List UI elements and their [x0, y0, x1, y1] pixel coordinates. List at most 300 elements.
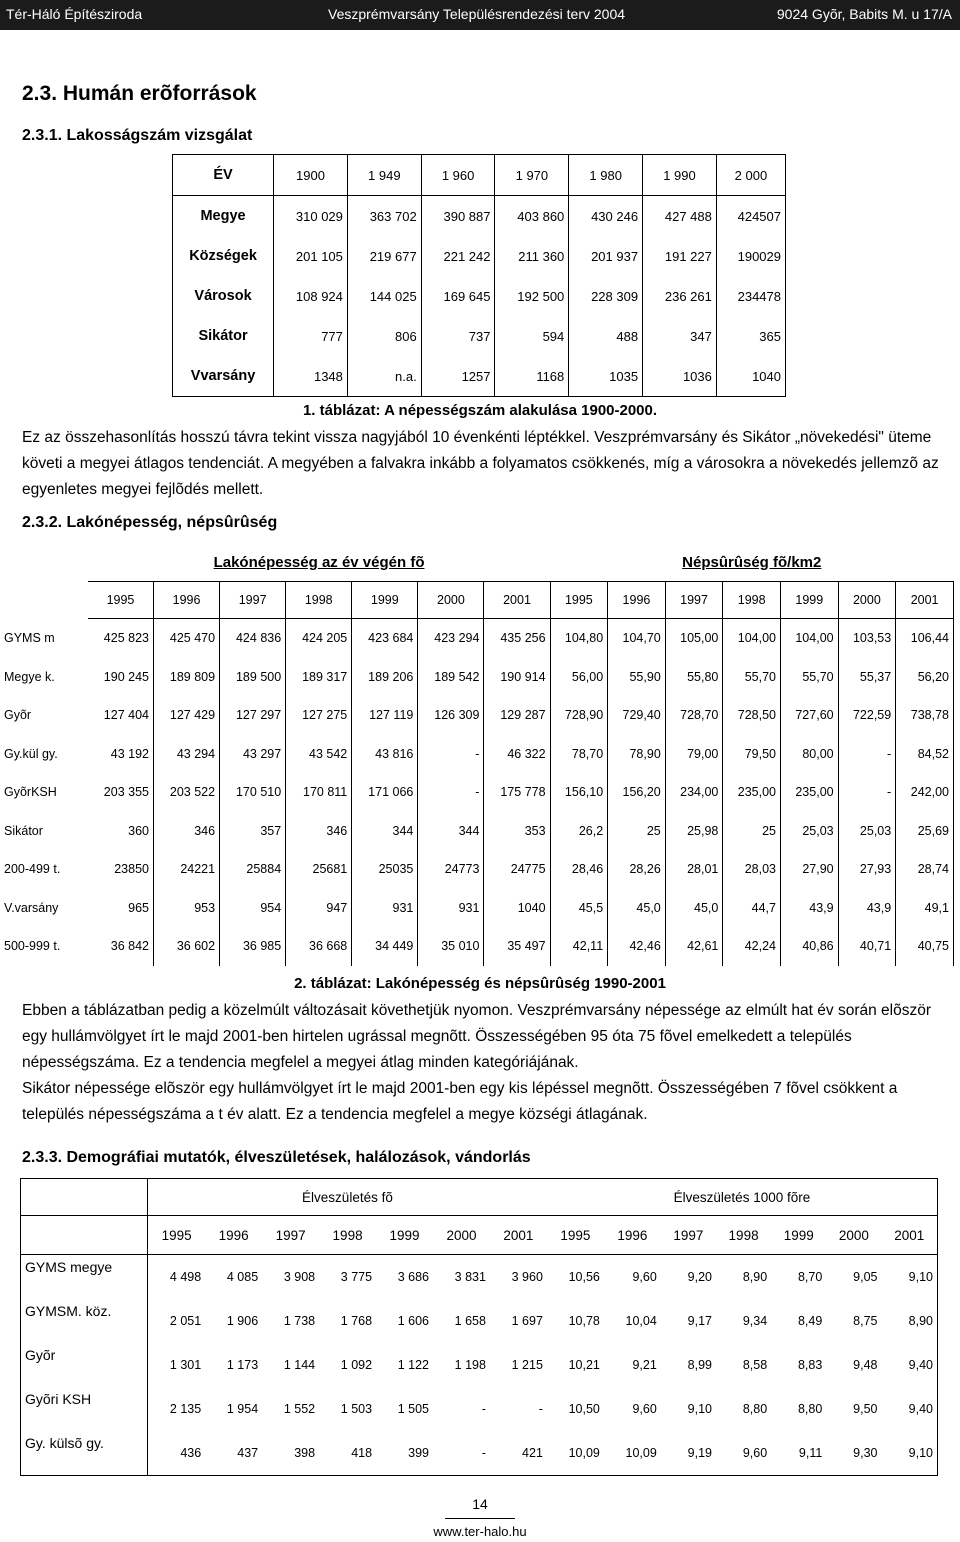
- empty-cell: [21, 1216, 148, 1255]
- table-row: [2, 927, 954, 966]
- table-cell: 192 500: [495, 276, 569, 316]
- table-cell: 10,78: [568, 1314, 600, 1328]
- table-cell: 1 173: [226, 1358, 259, 1372]
- table-cell: 3 908: [283, 1270, 316, 1284]
- table-cell: 8,70: [797, 1270, 823, 1284]
- year-header: 1997: [665, 582, 723, 619]
- table-cell: 9,34: [742, 1314, 768, 1328]
- table-cell: 235,00: [723, 773, 781, 812]
- page-header: [0, 0, 960, 30]
- table-cell: 80,00: [780, 735, 838, 774]
- table-row: [2, 889, 954, 928]
- group-header-births-rate: Élveszületés 1000 fõre: [673, 1189, 811, 1205]
- row-label: Gy. külsõ gy.: [21, 1431, 148, 1476]
- table-cell: 310 029: [274, 196, 348, 237]
- column-header: 2 000: [716, 155, 785, 196]
- table-cell: 36 985: [220, 927, 286, 966]
- column-header: 1 949: [347, 155, 421, 196]
- year-header: 1999: [771, 1216, 826, 1255]
- table-cell: 189 206: [352, 658, 418, 697]
- table-cell: 1 954: [226, 1402, 259, 1416]
- table-cell: 357: [220, 812, 286, 851]
- table-cell: 947: [286, 889, 352, 928]
- table-cell: 1 301: [169, 1358, 202, 1372]
- table-cell: 104,70: [608, 619, 666, 658]
- table-cell: 9,30: [853, 1446, 878, 1460]
- table-cell: 42,11: [550, 927, 608, 966]
- table-cell: 189 809: [153, 658, 219, 697]
- table-cell: 398: [294, 1446, 316, 1460]
- table-cell: 103,53: [838, 619, 896, 658]
- table-cell: 728,50: [723, 696, 781, 735]
- table-cell: 49,1: [896, 889, 954, 928]
- year-header: 1998: [286, 582, 352, 619]
- table-cell: 1040: [716, 356, 785, 397]
- table-cell: 722,59: [838, 696, 896, 735]
- table-cell: 1036: [643, 356, 717, 397]
- table-cell: 9,60: [632, 1270, 657, 1284]
- footer-url: www.ter-halo.hu: [433, 1524, 527, 1539]
- table-cell: 24773: [418, 850, 484, 889]
- table-cell: 9,10: [908, 1270, 933, 1284]
- table-cell: 424 205: [286, 619, 352, 658]
- table-cell: 104,00: [723, 619, 781, 658]
- year-header: 1999: [780, 582, 838, 619]
- row-label: Megye k.: [4, 669, 55, 684]
- row-label: Városok: [173, 276, 274, 316]
- table-cell: 156,10: [550, 773, 608, 812]
- table-cell: 4 498: [169, 1270, 202, 1284]
- table-cell: 777: [274, 316, 348, 356]
- table-cell: 1168: [495, 356, 569, 397]
- density-table: [2, 543, 954, 966]
- table-cell: 43 297: [220, 735, 286, 774]
- table-cell: 423 294: [418, 619, 484, 658]
- table-cell: 104,80: [550, 619, 608, 658]
- table-cell: 436: [180, 1446, 202, 1460]
- table-cell: 170 510: [220, 773, 286, 812]
- table-cell: 399: [408, 1446, 429, 1460]
- table-cell: 403 860: [495, 196, 569, 237]
- table-cell: 1 505: [397, 1402, 429, 1416]
- year-header: 1998: [319, 1216, 376, 1255]
- table-cell: n.a.: [347, 356, 421, 397]
- table-cell: 728,70: [665, 696, 723, 735]
- table-cell: 1348: [274, 356, 348, 397]
- table-cell: 45,0: [608, 889, 666, 928]
- table-cell: 40,75: [896, 927, 954, 966]
- row-label: 200-499 t.: [4, 862, 61, 877]
- year-header: 2001: [484, 582, 550, 619]
- year-header: 2000: [838, 582, 896, 619]
- table-cell: 28,46: [550, 850, 608, 889]
- table-cell: 488: [569, 316, 643, 356]
- row-label: GYMSM. köz.: [21, 1299, 148, 1343]
- table-cell: 25681: [286, 850, 352, 889]
- table-cell: 127 297: [220, 696, 286, 735]
- year-header-row: [21, 1216, 938, 1255]
- table-cell: 2 135: [169, 1402, 202, 1416]
- table-cell: 25: [723, 812, 781, 851]
- table-cell: 8,90: [908, 1314, 933, 1328]
- table-row: [173, 196, 786, 237]
- row-label: Gyõr: [4, 708, 32, 723]
- table-cell: 344: [352, 812, 418, 851]
- table-cell: 9,20: [687, 1270, 712, 1284]
- table-cell: 28,74: [896, 850, 954, 889]
- table-cell: 1 697: [511, 1314, 543, 1328]
- table-cell: 1 198: [454, 1358, 486, 1372]
- table-cell: 8,58: [742, 1358, 768, 1372]
- table-cell: 24775: [484, 850, 550, 889]
- table-cell: 235,00: [780, 773, 838, 812]
- year-header: 1997: [661, 1216, 716, 1255]
- table-cell: 390 887: [421, 196, 495, 237]
- column-header: 1 960: [421, 155, 495, 196]
- table-cell: 42,24: [723, 927, 781, 966]
- table-cell: 56,00: [550, 658, 608, 697]
- table-cell: 25: [608, 812, 666, 851]
- table-cell: 1 552: [283, 1402, 316, 1416]
- table-cell: 25,98: [665, 812, 723, 851]
- subsection-title-2: 2.3.2. Lakónépesség, népsûrûség: [22, 514, 278, 531]
- table-cell: 1 738: [283, 1314, 316, 1328]
- table-cell: 1 144: [283, 1358, 316, 1372]
- table-cell: 8,80: [797, 1402, 823, 1416]
- table-cell: 108 924: [274, 276, 348, 316]
- table-cell: 191 227: [643, 236, 717, 276]
- population-table: [172, 154, 786, 397]
- table-cell: 26,2: [550, 812, 608, 851]
- table-cell: 40,86: [780, 927, 838, 966]
- table-cell: 25884: [220, 850, 286, 889]
- table-cell: 25,69: [896, 812, 954, 851]
- table-header-row: [173, 155, 786, 196]
- table-cell: 594: [495, 316, 569, 356]
- table-cell: 10,09: [568, 1446, 600, 1460]
- year-header-row: [2, 582, 954, 619]
- table-cell: 931: [418, 889, 484, 928]
- table-row: [2, 850, 954, 889]
- table-cell: 9,60: [632, 1402, 657, 1416]
- row-label: GyõrKSH: [4, 785, 57, 800]
- year-header: 1999: [376, 1216, 433, 1255]
- table-cell: 55,80: [665, 658, 723, 697]
- year-header: 1997: [220, 582, 286, 619]
- table-cell: 3 831: [454, 1270, 486, 1284]
- table-cell: 35 497: [484, 927, 550, 966]
- row-label: Gyõr: [21, 1343, 148, 1387]
- table-cell: 46 322: [484, 735, 550, 774]
- table-cell: 9,10: [908, 1446, 933, 1460]
- group-header-births: Élveszületés fõ: [302, 1189, 393, 1205]
- table-cell: 931: [352, 889, 418, 928]
- table-cell: 10,09: [625, 1446, 657, 1460]
- table-row: [21, 1299, 938, 1343]
- table-cell: 435 256: [484, 619, 550, 658]
- table-cell: 221 242: [421, 236, 495, 276]
- table-cell: 425 470: [153, 619, 219, 658]
- table-row: [2, 773, 954, 812]
- year-header: 1998: [723, 582, 781, 619]
- year-header: 2000: [826, 1216, 881, 1255]
- table-cell: 954: [220, 889, 286, 928]
- table-row: [2, 696, 954, 735]
- table-cell: -: [418, 773, 484, 812]
- row-label: Gyõri KSH: [21, 1387, 148, 1431]
- table-cell: 9,19: [687, 1446, 712, 1460]
- group-header-density: Népsûrûség fõ/km2: [682, 553, 822, 571]
- table-cell: 156,20: [608, 773, 666, 812]
- table-cell: 9,40: [908, 1402, 933, 1416]
- table-cell: 45,0: [665, 889, 723, 928]
- table-cell: 201 105: [274, 236, 348, 276]
- table-row: [2, 619, 954, 658]
- year-header: 1996: [604, 1216, 661, 1255]
- year-header: 1997: [262, 1216, 319, 1255]
- table-cell: 203 522: [153, 773, 219, 812]
- table-cell: 189 542: [418, 658, 484, 697]
- table-cell: 43 542: [286, 735, 352, 774]
- table-cell: 437: [237, 1446, 259, 1460]
- section-title: 2.3. Humán erõforrások: [22, 82, 257, 105]
- table-cell: 242,00: [896, 773, 954, 812]
- table-cell: 40,71: [838, 927, 896, 966]
- table-cell: -: [481, 1446, 486, 1460]
- table-cell: 236 261: [643, 276, 717, 316]
- table-cell: 55,70: [723, 658, 781, 697]
- table-cell: 55,70: [780, 658, 838, 697]
- table-cell: 2 051: [169, 1314, 202, 1328]
- table-cell: 126 309: [418, 696, 484, 735]
- footer-divider: [445, 1518, 515, 1519]
- table-cell: 1 768: [340, 1314, 373, 1328]
- row-label: Gy.kül gy.: [4, 746, 58, 761]
- table-cell: 190029: [716, 236, 785, 276]
- table-cell: 1 215: [511, 1358, 543, 1372]
- table-cell: 8,75: [853, 1314, 878, 1328]
- table-cell: 425 823: [88, 619, 153, 658]
- table-cell: 27,93: [838, 850, 896, 889]
- subsection-title-3: 2.3.3. Demográfiai mutatók, élveszületések, halálozások, vándorlás: [22, 1149, 531, 1166]
- table-cell: 106,44: [896, 619, 954, 658]
- table-cell: 1 503: [340, 1402, 373, 1416]
- births-table: [20, 1178, 938, 1476]
- table-cell: 9,11: [798, 1446, 823, 1460]
- table-cell: 25,03: [838, 812, 896, 851]
- table-row: [173, 356, 786, 397]
- table-cell: 127 429: [153, 696, 219, 735]
- table-cell: 189 317: [286, 658, 352, 697]
- page-number: 14: [472, 1496, 488, 1512]
- column-header: 1900: [274, 155, 348, 196]
- table-cell: 27,90: [780, 850, 838, 889]
- table-cell: 737: [421, 316, 495, 356]
- table-cell: 9,40: [908, 1358, 933, 1372]
- table-row: [173, 316, 786, 356]
- year-header: 1996: [608, 582, 666, 619]
- row-label: GYMS m: [4, 631, 55, 645]
- table-cell: 344: [418, 812, 484, 851]
- column-header: ÉV: [173, 155, 274, 196]
- table-cell: 360: [88, 812, 153, 851]
- table-cell: 9,21: [632, 1358, 657, 1372]
- empty-cell: [2, 582, 88, 619]
- table-cell: 9,17: [687, 1314, 712, 1328]
- table-cell: 127 404: [88, 696, 153, 735]
- table-cell: 190 245: [88, 658, 153, 697]
- table-row: [21, 1255, 938, 1300]
- table-cell: -: [481, 1402, 486, 1416]
- table-cell: 55,37: [838, 658, 896, 697]
- table-cell: 424507: [716, 196, 785, 237]
- table-row: [2, 735, 954, 774]
- table-cell: 175 778: [484, 773, 550, 812]
- column-header: 1 990: [643, 155, 717, 196]
- year-header: 2001: [490, 1216, 547, 1255]
- table-cell: 189 500: [220, 658, 286, 697]
- table-cell: 36 668: [286, 927, 352, 966]
- table-cell: 424 836: [220, 619, 286, 658]
- year-header: 1995: [550, 582, 608, 619]
- table-cell: 1 906: [226, 1314, 259, 1328]
- table-cell: 219 677: [347, 236, 421, 276]
- table-cell: 10,50: [568, 1402, 600, 1416]
- table-cell: 234,00: [665, 773, 723, 812]
- header-right: 9024 Gyõr, Babits M. u 17/A: [776, 6, 952, 22]
- year-header: 1995: [88, 582, 153, 619]
- table-cell: 3 775: [340, 1270, 373, 1284]
- table-cell: 729,40: [608, 696, 666, 735]
- row-label: 500-999 t.: [4, 939, 61, 954]
- table-cell: 1 122: [397, 1358, 429, 1372]
- table-cell: 42,46: [608, 927, 666, 966]
- row-label: Községek: [173, 236, 274, 276]
- row-label: Sikátor: [173, 316, 274, 356]
- table-cell: 427 488: [643, 196, 717, 237]
- table-cell: 9,60: [742, 1446, 768, 1460]
- table-cell: 25,03: [780, 812, 838, 851]
- table-cell: 1 658: [454, 1314, 486, 1328]
- table-row: [21, 1387, 938, 1431]
- group-header-row: [21, 1179, 938, 1216]
- table-cell: 953: [153, 889, 219, 928]
- year-header: 1995: [148, 1216, 206, 1255]
- table-cell: 28,01: [665, 850, 723, 889]
- year-header: 2001: [896, 582, 954, 619]
- year-header: 1998: [716, 1216, 771, 1255]
- table-cell: 190 914: [484, 658, 550, 697]
- table-cell: 43,9: [780, 889, 838, 928]
- row-label: GYMS megye: [21, 1255, 148, 1300]
- table-cell: 1040: [484, 889, 550, 928]
- table-cell: 24221: [153, 850, 219, 889]
- table-cell: 43 816: [352, 735, 418, 774]
- subsection-title-1: 2.3.1. Lakosságszám vizsgálat: [22, 127, 253, 144]
- table-row: [173, 236, 786, 276]
- table-cell: 228 309: [569, 276, 643, 316]
- table-cell: 78,90: [608, 735, 666, 774]
- table-cell: 728,90: [550, 696, 608, 735]
- table-cell: 3 686: [397, 1270, 429, 1284]
- table-cell: 1 092: [340, 1358, 373, 1372]
- table-cell: 965: [88, 889, 153, 928]
- row-label: V.varsány: [4, 900, 59, 915]
- table-cell: 129 287: [484, 696, 550, 735]
- table-cell: 84,52: [896, 735, 954, 774]
- table-cell: 346: [153, 812, 219, 851]
- table-row: [21, 1343, 938, 1387]
- table2-caption: 2. táblázat: Lakónépesség és népsûrûség 1990-2001: [294, 975, 666, 992]
- table-cell: 418: [351, 1446, 373, 1460]
- table-cell: 104,00: [780, 619, 838, 658]
- table-cell: -: [418, 735, 484, 774]
- table-cell: 423 684: [352, 619, 418, 658]
- table-cell: 3 960: [511, 1270, 543, 1284]
- table-cell: 36 602: [153, 927, 219, 966]
- table-cell: 9,50: [853, 1402, 878, 1416]
- table-cell: 9,05: [853, 1270, 878, 1284]
- header-left: Tér-Háló Építésziroda: [6, 6, 143, 22]
- table-cell: 45,5: [550, 889, 608, 928]
- table-cell: 105,00: [665, 619, 723, 658]
- table-cell: 56,20: [896, 658, 954, 697]
- table-cell: 170 811: [286, 773, 352, 812]
- table-cell: 10,56: [568, 1270, 600, 1284]
- table-cell: 10,04: [625, 1314, 657, 1328]
- table-cell: 421: [522, 1446, 543, 1460]
- table-cell: 43,9: [838, 889, 896, 928]
- table-cell: 35 010: [418, 927, 484, 966]
- table-cell: 234478: [716, 276, 785, 316]
- table-cell: 42,61: [665, 927, 723, 966]
- column-header: 1 970: [495, 155, 569, 196]
- table-cell: 9,48: [853, 1358, 878, 1372]
- table-cell: 79,50: [723, 735, 781, 774]
- row-label: Megye: [173, 196, 274, 237]
- table-cell: 8,83: [797, 1358, 823, 1372]
- table-row: [2, 812, 954, 851]
- table-cell: 36 842: [88, 927, 153, 966]
- table-cell: 44,7: [723, 889, 781, 928]
- table-cell: 10,21: [568, 1358, 600, 1372]
- table-cell: 34 449: [352, 927, 418, 966]
- table-cell: 25035: [352, 850, 418, 889]
- table-cell: -: [838, 735, 896, 774]
- table-cell: 23850: [88, 850, 153, 889]
- year-header: 2001: [882, 1216, 938, 1255]
- table-cell: 1035: [569, 356, 643, 397]
- table-cell: 28,26: [608, 850, 666, 889]
- year-header: 1995: [547, 1216, 604, 1255]
- table-cell: 1257: [421, 356, 495, 397]
- year-header: 1996: [153, 582, 219, 619]
- table1-caption: 1. táblázat: A népességszám alakulása 1900-2000.: [302, 402, 658, 419]
- table-cell: 203 355: [88, 773, 153, 812]
- table-cell: 363 702: [347, 196, 421, 237]
- table-cell: 28,03: [723, 850, 781, 889]
- table-cell: 127 119: [352, 696, 418, 735]
- row-label: Vvarsány: [173, 356, 274, 397]
- table-cell: 9,10: [687, 1402, 712, 1416]
- empty-cell: [21, 1179, 148, 1216]
- table-cell: 169 645: [421, 276, 495, 316]
- table-cell: 8,99: [687, 1358, 712, 1372]
- table-cell: 55,90: [608, 658, 666, 697]
- table-cell: 727,60: [780, 696, 838, 735]
- paragraph-2: Ebben a táblázatban pedig a közelmúlt változásait követhetjük nyomon. Veszprémvarsány népessége az elmúlt hat év során elõször egy hullámvölgyet írt le majd 2001-ben hirtelen ugrással megnõtt. Összességében 95 óta 75 fõvel emelkedett a település népességszáma. Ez a tendencia megfelel a megyei átlag minden kategóriájának.: [22, 1002, 931, 1071]
- table-cell: 346: [286, 812, 352, 851]
